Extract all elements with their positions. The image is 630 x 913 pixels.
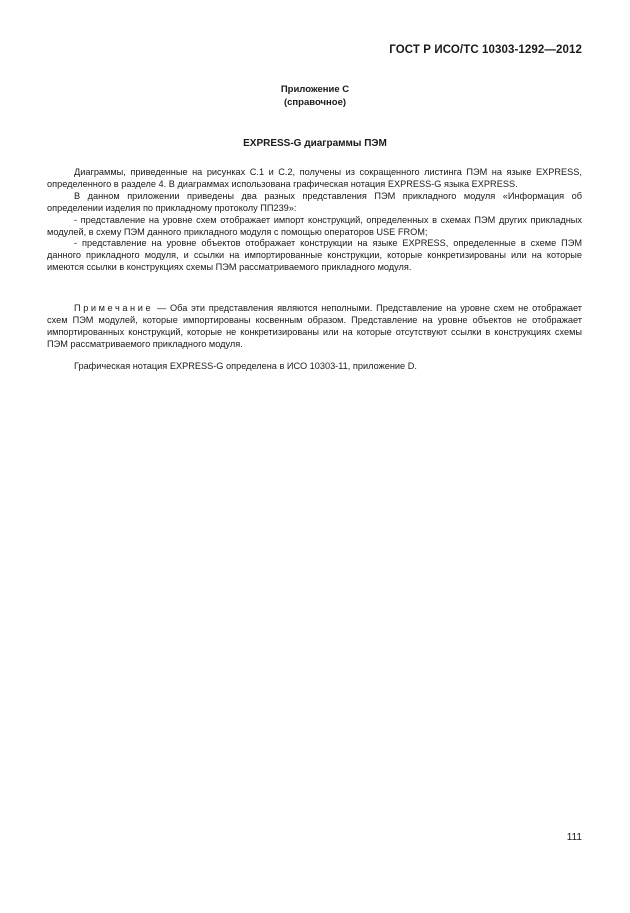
note-label: Примечание (74, 303, 154, 313)
annex-heading (0, 83, 630, 109)
note-dash: — (153, 303, 171, 313)
note-block (47, 303, 582, 351)
list-item: - представление на уровне схем отображает импорт конструкций, определенных в схемах ПЭМ других прикладных модулей, в схему ПЭМ данного прикладного модуля с помощью операторов USE FROM; (47, 214, 582, 237)
final-paragraph: Графическая нотация EXPRESS-G определена в ИСО 10303-11, приложение D. (74, 361, 417, 371)
page-number: 111 (566, 832, 582, 843)
standard-code: ГОСТ Р ИСО/ТС 10303-1292—2012 (389, 44, 582, 56)
main-text-block (47, 167, 582, 274)
note-text: Оба эти представления являются неполными. Представление на уровне схем не отображает схем ПЭМ модулей, которые импортированы косвенным образом. Представление на уровне объектов не отображает импортированных конструкций, которые не конкретизированы или на которые отсутствуют ссылки в конструкциях схемы ПЭМ рассматриваемого прикладного модуля. (47, 303, 583, 349)
final-text-block (47, 361, 582, 373)
section-title: EXPRESS-G диаграммы ПЭМ (243, 138, 387, 149)
paragraph: Диаграммы, приведенные на рисунках С.1 и С.2, получены из сокращенного листинга ПЭМ на языке EXPRESS, определенного в разделе 4. В диаграммах использована графическая нотация EXPRESS-G языка EXPRESS. (47, 167, 582, 189)
annex-title: Приложение С (280, 84, 350, 95)
annex-subtitle: (справочное) (283, 97, 347, 108)
paragraph: В данном приложении приведены два разных представления ПЭМ прикладного модуля «Информация об определении изделия по прикладному протоколу ПП239»: (47, 190, 582, 213)
note-paragraph (47, 303, 582, 351)
list-item: - представление на уровне объектов отображает конструкции на языке EXPRESS, определенные в схеме ПЭМ данного прикладного модуля, и ссылки на импортированные конструкции, которые конкретизированы или на которые имеются ссылки в конструкциях схемы ПЭМ рассматриваемого прикладного модуля. (47, 238, 582, 273)
